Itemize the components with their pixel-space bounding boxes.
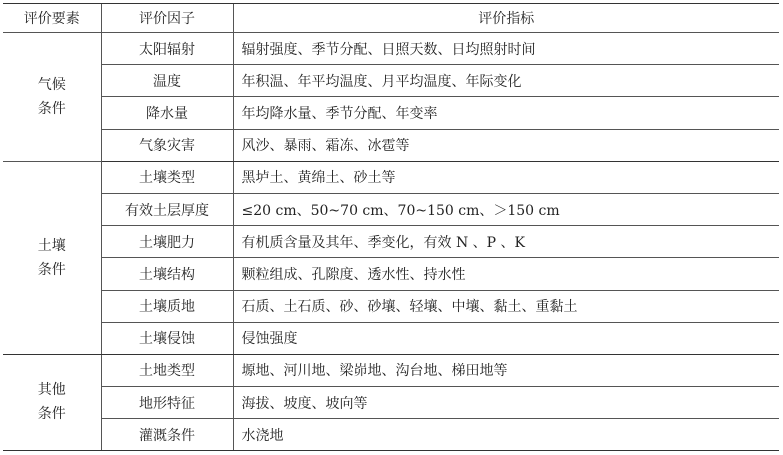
indicator-cell: 黑垆土、黄绵土、砂土等 (233, 161, 779, 193)
indicator-cell: 风沙、暴雨、霜冻、冰雹等 (233, 129, 779, 161)
header-factor: 评价因子 (101, 3, 233, 33)
factor-cell: 土壤肥力 (101, 226, 233, 258)
indicator-cell: 海拔、坡度、坡向等 (233, 387, 779, 419)
header-element: 评价要素 (3, 3, 101, 33)
group-name-line: 其他 (37, 382, 66, 399)
factor-cell: 土壤结构 (101, 258, 233, 290)
factor-cell: 土地类型 (101, 354, 233, 386)
table-row (3, 258, 779, 290)
group-name-line: 条件 (37, 406, 66, 423)
header-indicator: 评价指标 (233, 3, 779, 33)
table-row (3, 129, 779, 161)
factor-cell: 土壤类型 (101, 161, 233, 193)
indicator-cell: 颗粒组成、孔隙度、透水性、持水性 (233, 258, 779, 290)
table-row (3, 290, 779, 322)
factor-cell: 太阳辐射 (101, 33, 233, 65)
group-name-line: 气候 (37, 76, 66, 93)
indicator-cell: 年均降水量、季节分配、年变率 (233, 97, 779, 129)
table-row (3, 193, 779, 225)
group-cell-other (3, 354, 101, 450)
group-name-line: 土壤 (37, 237, 66, 254)
table-row (3, 419, 779, 451)
factor-cell: 气象灾害 (101, 129, 233, 161)
table-row (3, 65, 779, 97)
factor-cell: 土壤质地 (101, 290, 233, 322)
indicator-cell: 有机质含量及其年、季变化，有效 N 、P 、K (233, 226, 779, 258)
table-row (3, 354, 779, 386)
indicator-cell: 水浇地 (241, 427, 284, 444)
factor-cell: 土壤侵蚀 (101, 322, 233, 354)
header-row (3, 3, 779, 33)
table-row (3, 226, 779, 258)
indicator-cell: 年积温、年平均温度、月平均温度、年际变化 (233, 65, 779, 97)
factor-cell: 降水量 (101, 97, 233, 129)
table-row (3, 161, 779, 193)
table-row (3, 322, 779, 354)
table-row (3, 33, 779, 65)
indicator-cell: ≤20 cm、50~70 cm、70~150 cm、＞150 cm (233, 193, 779, 225)
indicator-cell: 侵蚀强度 (233, 322, 779, 354)
group-name-line: 条件 (37, 100, 66, 117)
evaluation-table (3, 3, 779, 451)
group-cell-climate (3, 33, 101, 162)
indicator-cell: 石质、土石质、砂、砂壤、轻壤、中壤、黏土、重黏土 (233, 290, 779, 322)
group-cell-soil (3, 161, 101, 354)
factor-cell: 地形特征 (101, 387, 233, 419)
table-row (3, 387, 779, 419)
indicator-cell: 辐射强度、季节分配、日照天数、日均照射时间 (233, 33, 779, 65)
factor-cell: 温度 (101, 65, 233, 97)
factor-cell: 灌溉条件 (101, 419, 233, 451)
indicator-cell: 塬地、河川地、梁峁地、沟台地、梯田地等 (233, 354, 779, 386)
group-name-line: 条件 (37, 261, 66, 278)
factor-cell: 有效土层厚度 (101, 193, 233, 225)
table-row (3, 97, 779, 129)
